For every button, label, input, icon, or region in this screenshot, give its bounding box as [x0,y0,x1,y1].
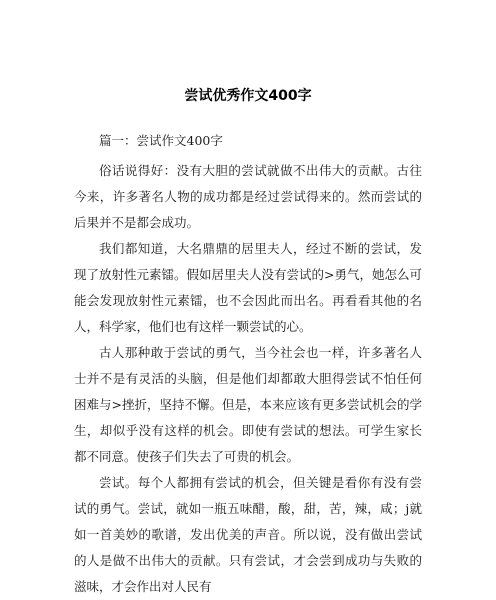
paragraph: 我们都知道，大名鼎鼎的居里夫人，经过不断的尝试，发现了放射性元素镭。假如居里夫人没有尝试的>勇气，她怎么可能会发现放射性元素镭，也不会因此而出名。再看看其他的名人，科学家，他们也有这样一颗尝试的心。 [74,241,422,334]
paragraph: 尝试。每个人都拥有尝试的机会，但关键是看你有没有尝试的勇气。尝试，就如一瓶五味醋，酸，甜，苦，辣，咸；j就如一首美妙的歌谱，发出优美的声音。所以说，没有做出尝试的人是做不出伟大的贡献。只有尝试，才会尝到成功与失败的滋味，才会作出对人民有 [74,475,422,594]
document-body [74,128,422,600]
section-heading: 篇一：尝试作文400字 [99,133,223,148]
document-title: 尝试优秀作文400字 [184,88,312,104]
paragraph: 古人那种敢于尝试的勇气，当今社会也一样，许多著名人士并不是有灵活的头脑，但是他们却都敢大胆得尝试不怕任何困难与>挫折，坚持不懈。但是，本来应该有更多尝试机会的学生，却似乎没有这样的机会。即使有尝试的想法。可学生家长都不同意。使孩子们失去了可贵的机会。 [74,345,422,464]
paragraph: 俗话说得好：没有大胆的尝试就做不出伟大的贡献。古往今来，许多著名人物的成功都是经过尝试得来的。然而尝试的后果并不是都会成功。 [74,163,422,230]
